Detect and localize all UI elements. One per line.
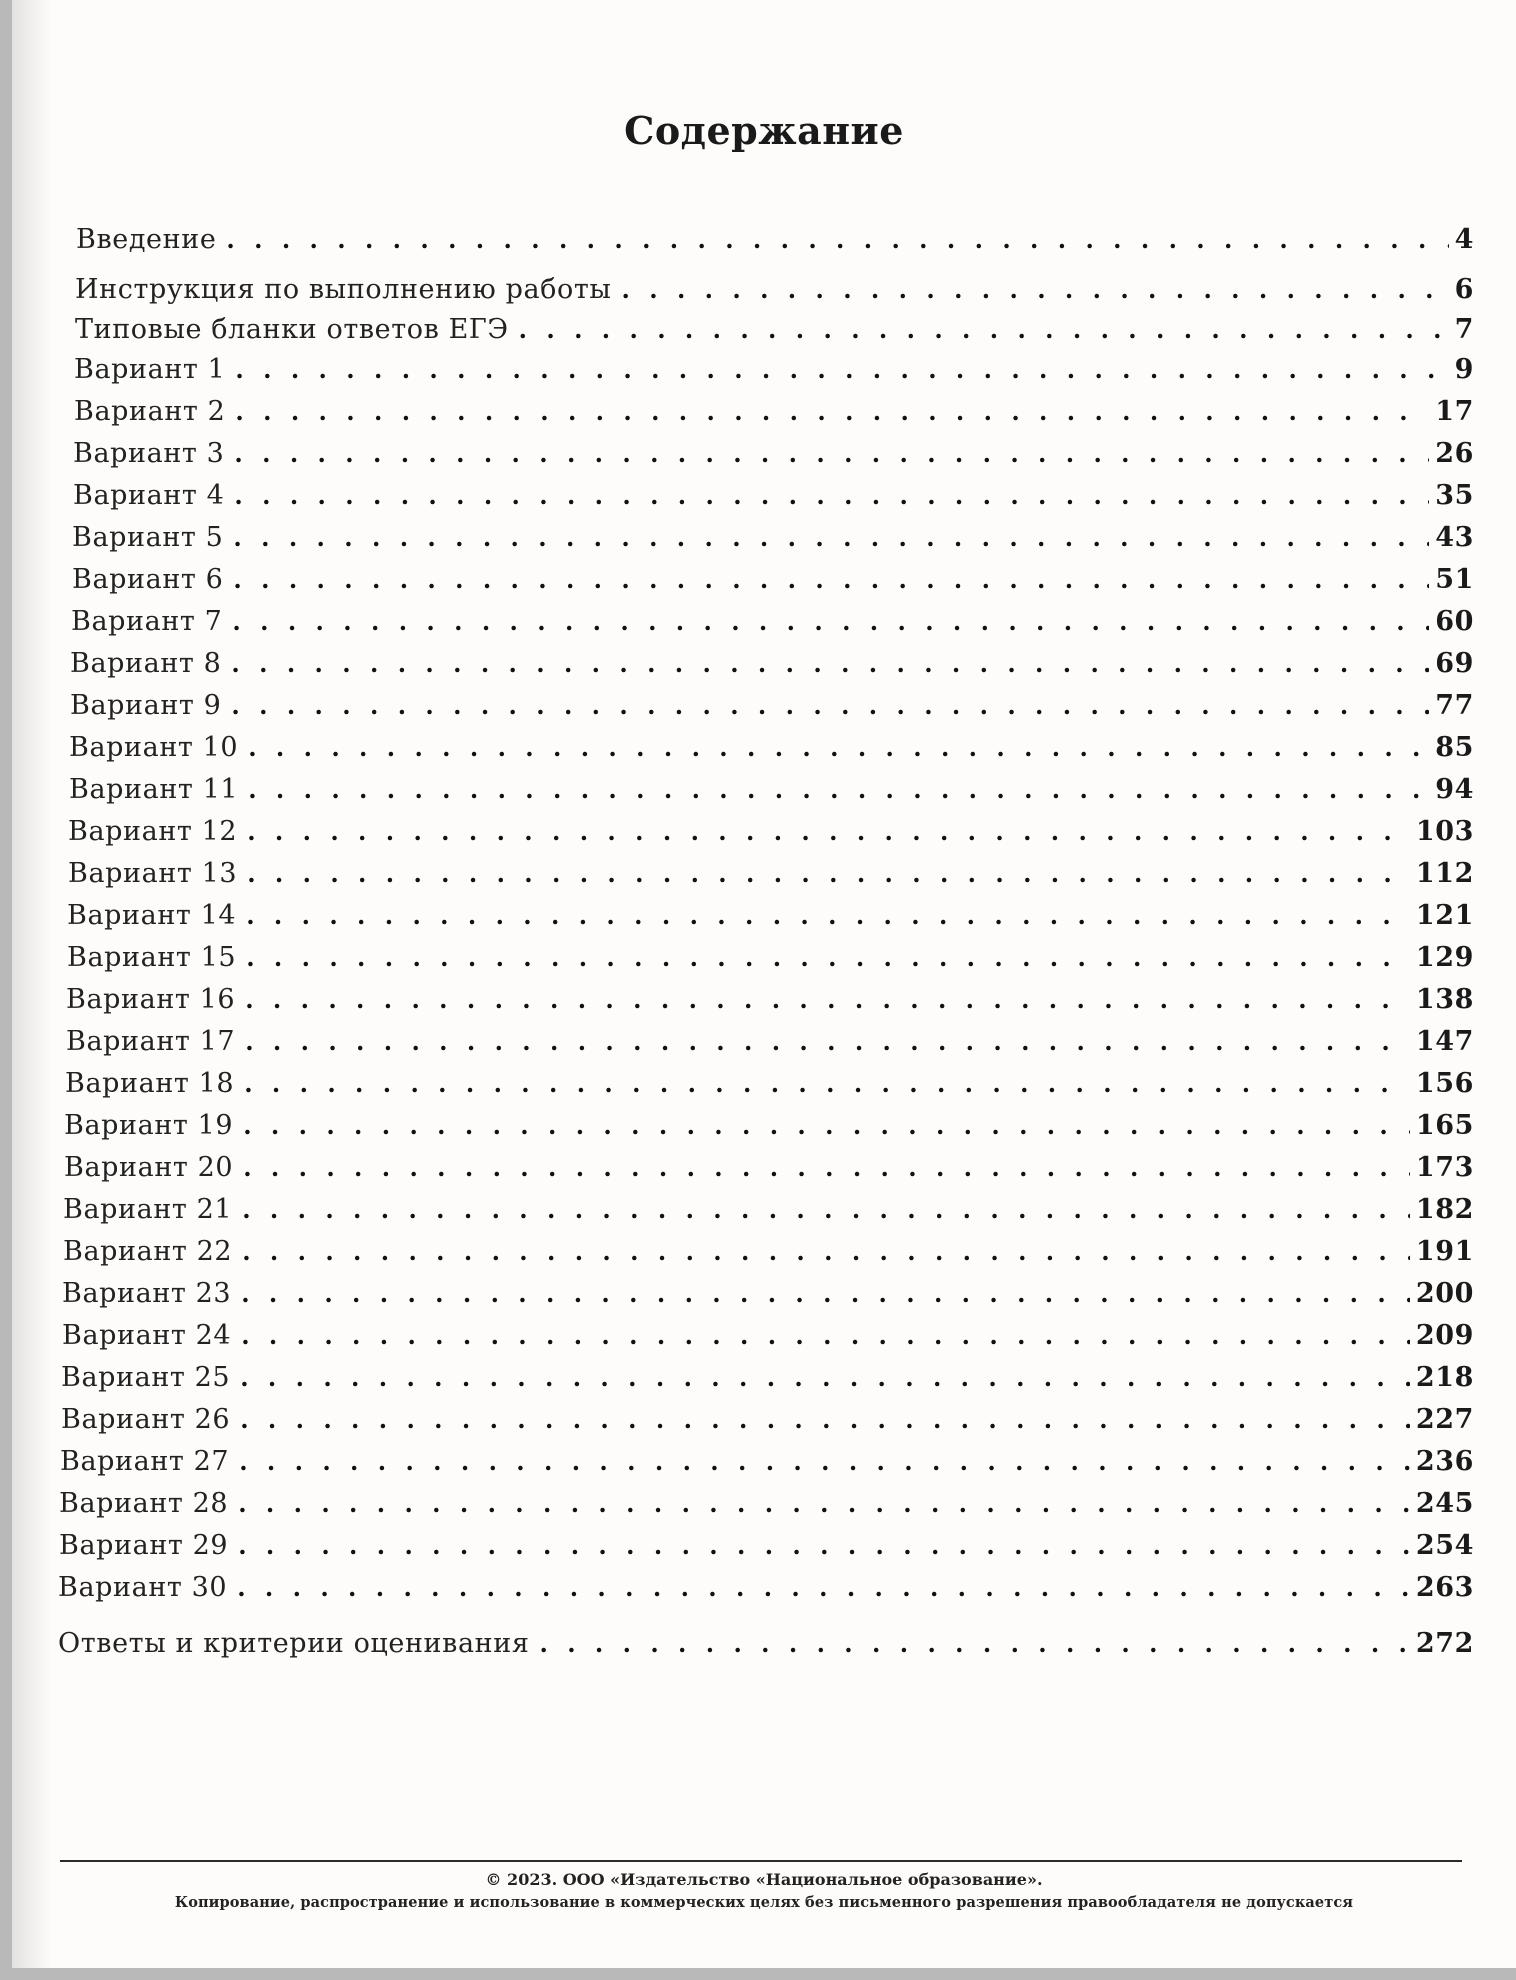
toc-entry <box>75 274 1474 305</box>
toc-entry-page-number: 182 <box>1415 1194 1474 1225</box>
toc-entry-page-number: 147 <box>1415 1026 1474 1057</box>
dot-leader <box>231 691 1429 720</box>
toc-entry-page-number: 51 <box>1435 564 1474 595</box>
dot-leader <box>241 1279 1410 1308</box>
toc-entry-label: Вариант 30 <box>58 1572 228 1603</box>
toc-entry <box>58 1572 1474 1603</box>
toc-entry-label: Вариант 20 <box>64 1152 234 1183</box>
toc-entry-label: Вариант 17 <box>66 1026 236 1057</box>
toc-entry <box>69 732 1474 763</box>
toc-entry-page-number: 112 <box>1415 858 1474 889</box>
toc-entry-page-number: 6 <box>1454 274 1474 305</box>
dot-leader <box>238 1531 1410 1560</box>
footer-copyright: © 2023. ООО «Издательство «Национальное образование». <box>485 1870 1043 1889</box>
dot-leader <box>247 859 1410 888</box>
toc-entry-label: Вариант 7 <box>71 606 223 637</box>
toc-entry <box>74 396 1474 427</box>
dot-leader <box>242 1195 1410 1224</box>
toc-entry-page-number: 26 <box>1435 438 1474 469</box>
toc-entry-label: Введение <box>76 224 217 255</box>
dot-leader <box>248 733 1429 762</box>
toc-entry-label: Вариант 4 <box>73 480 225 511</box>
toc-entry-page-number: 121 <box>1415 900 1474 931</box>
dot-leader <box>240 1405 1410 1434</box>
toc-entry-label: Вариант 3 <box>73 438 225 469</box>
toc-entry-label: Вариант 9 <box>70 690 222 721</box>
toc-entry <box>63 1236 1474 1267</box>
toc-entry <box>76 224 1474 255</box>
toc-entry-label: Типовые бланки ответов ЕГЭ <box>75 314 509 345</box>
toc-entry-page-number: 60 <box>1435 606 1474 637</box>
toc-entry-page-number: 138 <box>1415 984 1474 1015</box>
toc-entry-page-number: 103 <box>1415 816 1474 847</box>
toc-entry <box>61 1362 1474 1393</box>
toc-entry-page-number: 165 <box>1415 1110 1474 1141</box>
toc-entry <box>72 564 1474 595</box>
dot-leader <box>246 901 1410 930</box>
toc-entry-page-number: 129 <box>1415 942 1474 973</box>
toc-entry-label: Ответы и критерии оценивания <box>58 1628 530 1659</box>
toc-entry-page-number: 17 <box>1435 396 1474 427</box>
dot-leader <box>226 225 1448 254</box>
toc-entry <box>58 1628 1474 1659</box>
dot-leader <box>233 565 1429 594</box>
toc-entry-label: Вариант 27 <box>60 1446 230 1477</box>
toc-entry <box>59 1488 1474 1519</box>
toc-entry-label: Вариант 11 <box>69 774 239 805</box>
toc-entry-label: Вариант 19 <box>64 1110 234 1141</box>
toc-entry-label: Вариант 21 <box>63 1194 233 1225</box>
toc-entry-page-number: 245 <box>1415 1488 1474 1519</box>
toc-entry <box>68 816 1474 847</box>
toc-entry-page-number: 227 <box>1415 1404 1474 1435</box>
toc-entry-label: Вариант 18 <box>65 1068 235 1099</box>
dot-leader <box>248 775 1429 804</box>
toc-entry-page-number: 7 <box>1454 314 1474 345</box>
toc-entry <box>74 354 1474 385</box>
toc-entry-label: Вариант 24 <box>62 1320 232 1351</box>
toc-entry <box>62 1320 1474 1351</box>
toc-entry <box>62 1278 1474 1309</box>
toc-entry-page-number: 272 <box>1415 1628 1474 1659</box>
toc-entry-page-number: 77 <box>1435 690 1474 721</box>
toc-entry-label: Вариант 26 <box>61 1404 231 1435</box>
toc-entry-label: Вариант 15 <box>67 942 237 973</box>
toc-entry-label: Вариант 2 <box>74 396 226 427</box>
toc-entry-label: Вариант 12 <box>68 816 238 847</box>
toc-entry-label: Инструкция по выполнению работы <box>75 274 612 305</box>
toc-entry-label: Вариант 5 <box>72 522 224 553</box>
dot-leader <box>237 1573 1410 1602</box>
toc-entry <box>66 984 1474 1015</box>
toc-entry-label: Вариант 25 <box>61 1362 231 1393</box>
toc-entry <box>59 1530 1474 1561</box>
toc-entry-page-number: 4 <box>1454 224 1474 255</box>
dot-leader <box>243 1153 1410 1182</box>
toc-entry-page-number: 35 <box>1435 480 1474 511</box>
dot-leader <box>245 1027 1410 1056</box>
toc-entry-label: Вариант 22 <box>63 1236 233 1267</box>
toc-entry-page-number: 94 <box>1435 774 1474 805</box>
dot-leader <box>240 1363 1410 1392</box>
toc-entry-label: Вариант 6 <box>72 564 224 595</box>
toc-entry-page-number: 218 <box>1415 1362 1474 1393</box>
toc-entry <box>75 314 1474 345</box>
toc-entry <box>72 522 1474 553</box>
toc-entry-label: Вариант 16 <box>66 984 236 1015</box>
toc-entry-label: Вариант 29 <box>59 1530 229 1561</box>
dot-leader <box>234 439 1429 468</box>
toc-entry-page-number: 263 <box>1415 1572 1474 1603</box>
dot-leader <box>539 1629 1409 1658</box>
dot-leader <box>247 817 1410 846</box>
dot-leader <box>622 275 1449 304</box>
toc-entry <box>66 1026 1474 1057</box>
toc-entry <box>60 1446 1474 1477</box>
dot-leader <box>245 985 1410 1014</box>
page-title: Содержание <box>624 108 904 153</box>
toc-entry-page-number: 85 <box>1435 732 1474 763</box>
toc-entry-label: Вариант 23 <box>62 1278 232 1309</box>
toc-entry <box>61 1404 1474 1435</box>
toc-entry <box>67 942 1474 973</box>
toc-entry <box>65 1068 1474 1099</box>
toc-entry <box>70 648 1474 679</box>
document-page <box>12 0 1516 1968</box>
toc-entry-page-number: 254 <box>1415 1530 1474 1561</box>
dot-leader <box>233 523 1429 552</box>
toc-entry <box>67 900 1474 931</box>
toc-entry <box>70 690 1474 721</box>
dot-leader <box>235 355 1448 384</box>
footer-notice: Копирование, распространение и использование в коммерческих целях без письменного разрешения правообладателя не допускается <box>174 1894 1354 1911</box>
toc-entry <box>71 606 1474 637</box>
dot-leader <box>246 943 1410 972</box>
toc-entry-page-number: 191 <box>1415 1236 1474 1267</box>
footer-divider <box>60 1860 1462 1862</box>
toc-entry-label: Вариант 28 <box>59 1488 229 1519</box>
toc-entry <box>69 774 1474 805</box>
toc-entry-page-number: 9 <box>1454 354 1474 385</box>
toc-entry <box>64 1110 1474 1141</box>
dot-leader <box>519 315 1449 344</box>
dot-leader <box>234 481 1429 510</box>
toc-entry-label: Вариант 13 <box>68 858 238 889</box>
dot-leader <box>244 1069 1410 1098</box>
toc-entry-page-number: 173 <box>1415 1152 1474 1183</box>
dot-leader <box>243 1111 1410 1140</box>
toc-entry-page-number: 156 <box>1415 1068 1474 1099</box>
toc-entry-label: Вариант 10 <box>69 732 239 763</box>
dot-leader <box>239 1447 1410 1476</box>
toc-entry <box>73 438 1474 469</box>
toc-entry <box>68 858 1474 889</box>
dot-leader <box>235 397 1429 426</box>
toc-entry <box>64 1152 1474 1183</box>
dot-leader <box>231 649 1429 678</box>
toc-entry-page-number: 236 <box>1415 1446 1474 1477</box>
dot-leader <box>241 1321 1410 1350</box>
dot-leader <box>242 1237 1410 1266</box>
toc-entry-page-number: 69 <box>1435 648 1474 679</box>
dot-leader <box>232 607 1429 636</box>
dot-leader <box>238 1489 1410 1518</box>
table-of-contents <box>12 224 1516 1724</box>
toc-entry-page-number: 209 <box>1415 1320 1474 1351</box>
toc-entry <box>73 480 1474 511</box>
toc-entry-label: Вариант 8 <box>70 648 222 679</box>
toc-entry-page-number: 43 <box>1435 522 1474 553</box>
toc-entry <box>63 1194 1474 1225</box>
toc-entry-label: Вариант 1 <box>74 354 226 385</box>
toc-entry-label: Вариант 14 <box>67 900 237 931</box>
toc-entry-page-number: 200 <box>1415 1278 1474 1309</box>
